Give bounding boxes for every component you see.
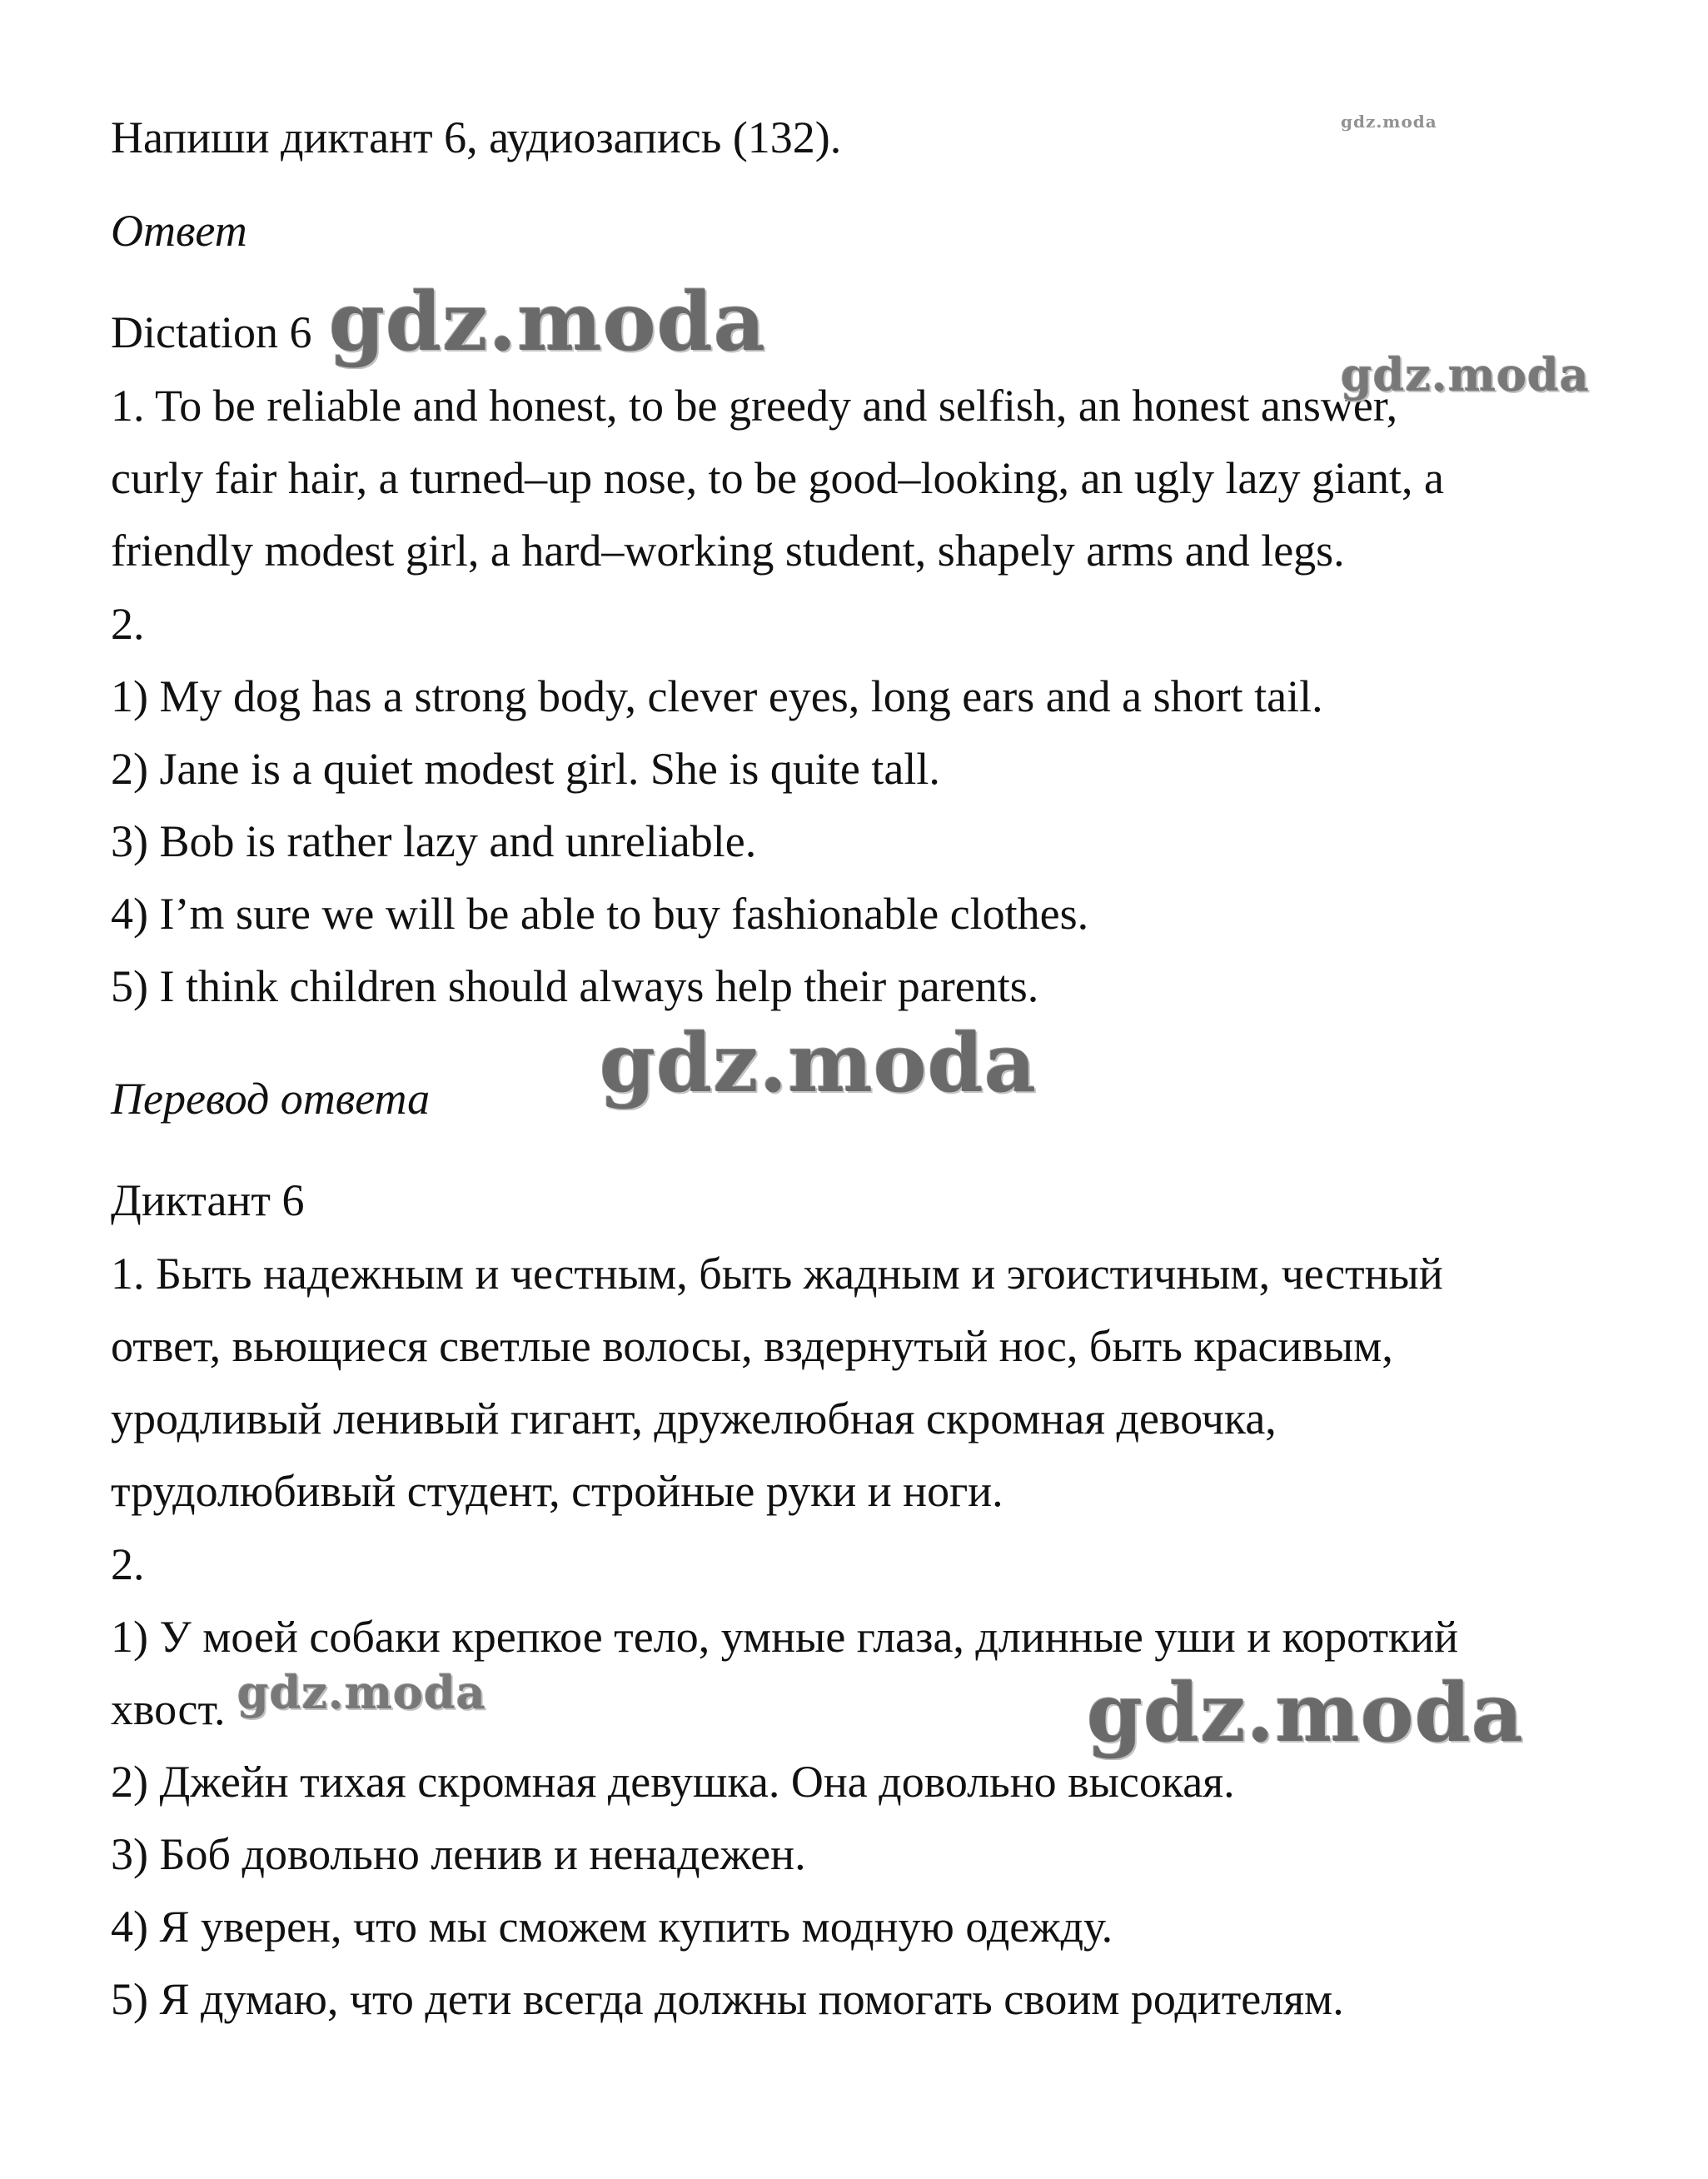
russian-part2-label: 2. (111, 1539, 145, 1589)
dictation-title: Dictation 6 (111, 307, 312, 357)
watermark-logo: gdz.moda (329, 275, 767, 369)
english-part1-line: friendly modest girl, a hard–working student, shapely arms and legs. (111, 526, 1345, 576)
russian-part1-line: уродливый ленивый гигант, дружелюбная скромная девочка, (111, 1394, 1277, 1444)
russian-sentence: хвост. (111, 1684, 226, 1734)
watermark-logo: gdz.moda (1341, 348, 1590, 401)
translation-title: Диктант 6 (111, 1175, 305, 1225)
watermark-logo: gdz.moda (1341, 112, 1437, 132)
answer-heading: Ответ (111, 206, 247, 256)
russian-part1-line: 1. Быть надежным и честным, быть жадным и эгоистичным, честный (111, 1249, 1443, 1299)
english-sentence: 1) My dog has a strong body, clever eyes, long ears and a short tail. (111, 671, 1323, 721)
translation-heading: Перевод ответа (111, 1074, 431, 1124)
watermark-logo: gdz.moda (237, 1666, 486, 1719)
watermark-logo: gdz.moda (1087, 1666, 1525, 1760)
russian-sentence: 3) Боб довольно ленив и ненадежен. (111, 1829, 806, 1879)
english-part2-label: 2. (111, 599, 145, 649)
english-sentence: 3) Bob is rather lazy and unreliable. (111, 816, 757, 866)
russian-sentence: 4) Я уверен, что мы сможем купить модную одежду. (111, 1902, 1113, 1952)
russian-sentence: 1) У моей собаки крепкое тело, умные глаза, длинные уши и короткий (111, 1612, 1459, 1662)
russian-sentence: 5) Я думаю, что дети всегда должны помогать своим родителям. (111, 1974, 1344, 2024)
english-sentence: 2) Jane is a quiet modest girl. She is quite tall. (111, 744, 940, 794)
russian-part1-line: ответ, вьющиеся светлые волосы, вздернутый нос, быть красивым, (111, 1321, 1393, 1371)
task-text: Напиши диктант 6, аудиозапись (132). (111, 112, 842, 162)
english-sentence: 5) I think children should always help their parents. (111, 961, 1039, 1011)
watermark-logo: gdz.moda (600, 1016, 1038, 1110)
russian-part1-line: трудолюбивый студент, стройные руки и ноги. (111, 1466, 1003, 1516)
english-part1-line: curly fair hair, a turned–up nose, to be good–looking, an ugly lazy giant, a (111, 453, 1444, 503)
english-sentence: 4) I’m sure we will be able to buy fashionable clothes. (111, 889, 1089, 939)
english-part1-line: 1. To be reliable and honest, to be greedy and selfish, an honest answer, (111, 381, 1398, 431)
russian-sentence: 2) Джейн тихая скромная девушка. Она довольно высокая. (111, 1757, 1235, 1807)
